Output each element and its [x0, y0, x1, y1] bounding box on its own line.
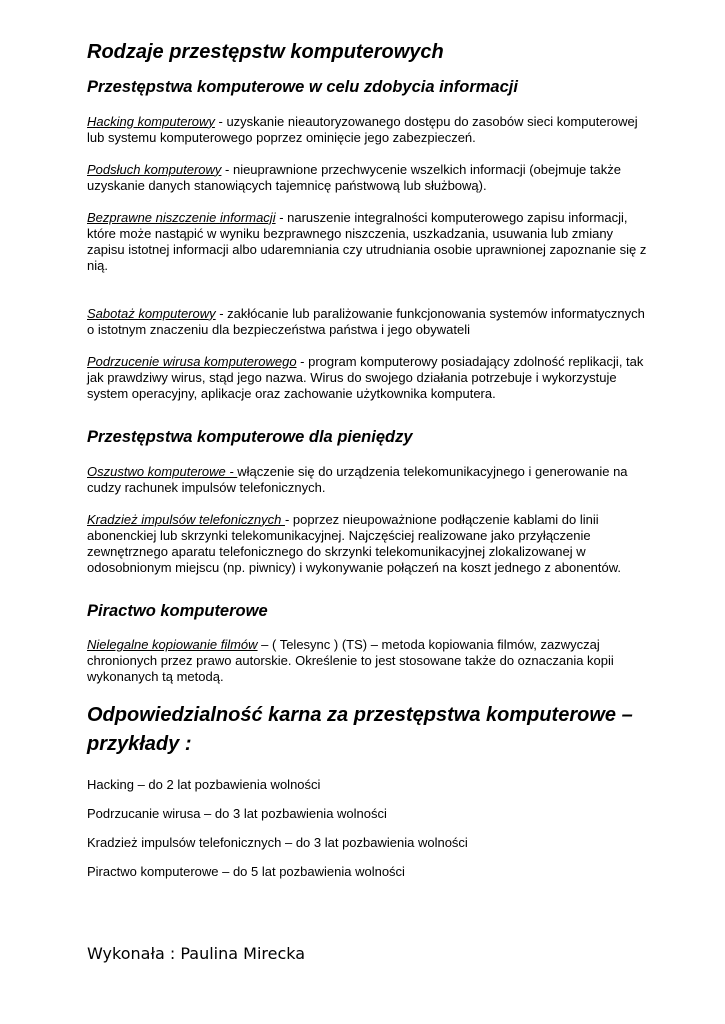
entry-fraud [87, 464, 647, 496]
penalty-item: Kradzież impulsów telefonicznych – do 3 lat pozbawienia wolności [87, 835, 468, 851]
entry-text: – ( Telesync ) (TS) – metoda kopiowania filmów, zazwyczaj chronionych przez prawo autorskie. Określenie to jest stosowane także do oznaczania kopii wykonanych tą metodą. [87, 637, 614, 685]
document-title: Rodzaje przestępstw komputerowych [87, 41, 444, 63]
entry-text: - program komputerowy posiadający zdolność replikacji, tak jak prawdziwy wirus, stąd jego nazwa. Wirus do swojego działania potrzebuje i wykorzystuje system operacyjny, aplikacje oraz zachowanie użytkownika komputera. [87, 353, 644, 401]
entry-text: - nieuprawnione przechwycenie wszelkich informacji (obejmuje także uzyskanie danych stanowiących tajemnicę państwową lub służbową). [87, 161, 621, 193]
entry-text: - zakłócanie lub paraliżowanie funkcjonowania systemów informatycznych o istotnym znaczeniu dla bezpieczeństwa państwa i jego obywateli [87, 305, 645, 337]
entry-eavesdropping [87, 162, 647, 194]
entry-term: Podrzucenie wirusa komputerowego [87, 353, 297, 369]
section-heading-information: Przestępstwa komputerowe w celu zdobycia informacji [87, 78, 518, 96]
penalty-item: Hacking – do 2 lat pozbawienia wolności [87, 777, 321, 793]
entry-film-copying [87, 637, 647, 685]
entry-sabotage [87, 306, 647, 338]
entry-virus [87, 354, 647, 402]
document-page [87, 40, 647, 893]
penalty-item: Podrzucanie wirusa – do 3 lat pozbawienia wolności [87, 806, 387, 822]
entry-term: Sabotaż komputerowy [87, 305, 216, 321]
penalty-item: Piractwo komputerowe – do 5 lat pozbawienia wolności [87, 864, 405, 880]
entry-text: - poprzez nieupoważnione podłączenie kablami do linii abonenckiej lub skrzynki telekomunikacyjnej. Najczęściej realizowane jako przyłączenie zewnętrznego aparatu telefonicznego do skrzynki telekomunikacyjnej zlokalizowanej w odosobnionym miejscu (np. piwnicy) i wykonywanie połączeń na koszt jednego z abonentów. [87, 511, 622, 575]
author-footer: Wykonała : Paulina Mirecka [87, 944, 306, 963]
liability-heading: Odpowiedzialność karna za przestępstwa komputerowe – przykłady : [87, 704, 633, 756]
section-heading-piracy: Piractwo komputerowe [87, 601, 268, 620]
entry-term: Podsłuch komputerowy [87, 161, 222, 177]
section-heading-money: Przestępstwa komputerowe dla pieniędzy [87, 427, 413, 446]
spacer [87, 290, 647, 306]
entry-term: Hacking komputerowy [87, 113, 215, 129]
entry-text: włączenie się do urządzenia telekomunikacyjnego i generowanie na cudzy rachunek impulsów telefonicznych. [87, 463, 628, 495]
entry-term: Oszustwo komputerowe - [87, 463, 238, 479]
entry-text: - uzyskanie nieautoryzowanego dostępu do zasobów sieci komputerowej lub systemu komputerowego poprzez ominięcie jego zabezpieczeń. [87, 113, 638, 145]
entry-destruction [87, 210, 647, 274]
entry-hacking [87, 114, 647, 146]
entry-term: Bezprawne niszczenie informacji [87, 209, 276, 225]
entry-term: Nielegalne kopiowanie filmów [87, 637, 258, 653]
entry-term: Kradzież impulsów telefonicznych [87, 511, 285, 527]
entry-text: - naruszenie integralności komputerowego zapisu informacji, które może nastąpić w wyniku bezprawnego niszczenia, uszkadzania, usuwania lub zmiany zapisu istotnej informacji albo udaremniania czy utrudniania osobie uprawnionej zapoznanie się z nią. [87, 209, 647, 273]
entry-impulse-theft [87, 512, 647, 576]
